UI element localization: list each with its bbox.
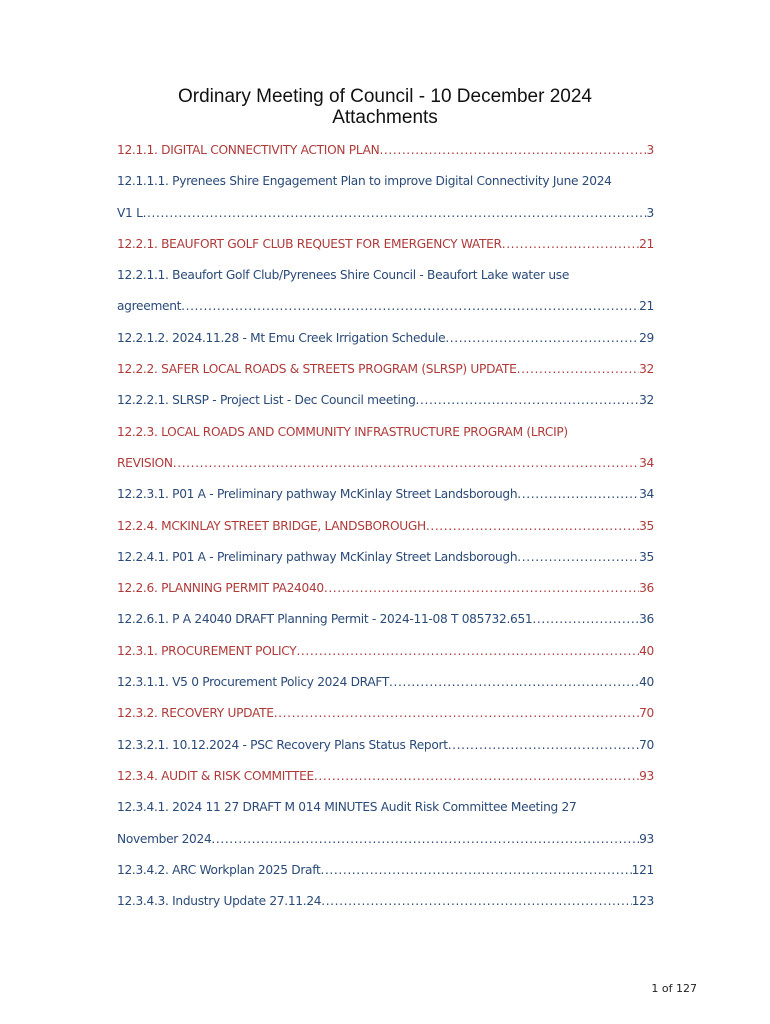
toc-entry-page: 32 xyxy=(639,362,654,377)
toc-entry-page: 93 xyxy=(639,831,654,846)
toc-entry-title: 12.3.4.3. Industry Update 27.11.24 xyxy=(117,894,322,909)
toc-leader-dots xyxy=(181,296,639,316)
toc-entry-title: 12.2.6.1. P A 24040 DRAFT Planning Permit - 2024-11-08 T 085732.651 xyxy=(117,612,533,627)
toc-entry-title: 12.2.4. MCKINLAY STREET BRIDGE, LANDSBOROUGH xyxy=(117,518,426,533)
toc-entry-title: 12.2.1.1. Beaufort Golf Club/Pyrenees Shire Council - Beaufort Lake water use xyxy=(117,268,570,283)
toc-entry-page: 70 xyxy=(639,737,654,752)
toc-entry-page: 70 xyxy=(639,706,654,721)
toc-entry-title: 12.2.2.1. SLRSP - Project List - Dec Council meeting xyxy=(117,393,416,408)
toc-entry-page: 123 xyxy=(631,894,654,909)
toc-leader-dots xyxy=(517,359,639,379)
toc-entry[interactable] xyxy=(117,672,654,703)
toc-entry[interactable] xyxy=(117,547,654,578)
toc-entry[interactable] xyxy=(117,829,654,860)
toc-leader-dots xyxy=(296,641,639,661)
toc-leader-dots xyxy=(416,390,640,410)
toc-entry[interactable] xyxy=(117,516,654,547)
toc-entry-page: 40 xyxy=(639,643,654,658)
toc-entry-page: 35 xyxy=(639,518,654,533)
toc-leader-dots xyxy=(379,140,646,160)
toc-leader-dots xyxy=(321,891,631,911)
toc-leader-dots xyxy=(211,829,639,849)
toc-entry[interactable] xyxy=(117,140,654,171)
toc-entry-page: 3 xyxy=(646,143,654,157)
title-line-2: Attachments xyxy=(332,107,438,128)
toc-entry-title: 12.2.2. SAFER LOCAL ROADS & STREETS PROGRAM (SLRSP) UPDATE xyxy=(117,362,517,377)
toc-entry-title: V1 L xyxy=(117,205,143,220)
toc-entry-page: 93 xyxy=(639,768,654,783)
toc-entry-title: November 2024 xyxy=(117,831,212,846)
toc-entry-title: 12.1.1.1. Pyrenees Shire Engagement Plan to improve Digital Connectivity June 2024 xyxy=(117,174,612,189)
toc-entry-title: 12.2.3.1. P01 A - Preliminary pathway McKinlay Street Landsborough xyxy=(117,487,518,502)
toc-entry[interactable] xyxy=(117,422,654,453)
toc-entry-title: 12.3.1.1. V5 0 Procurement Policy 2024 DRAFT xyxy=(117,675,390,690)
document-title xyxy=(0,86,770,128)
toc-entry-title: 12.2.3. LOCAL ROADS AND COMMUNITY INFRASTRUCTURE PROGRAM (LRCIP) xyxy=(117,424,568,439)
toc-entry-title: 12.3.1. PROCUREMENT POLICY xyxy=(117,643,297,658)
toc-entry-title: 12.2.1.2. 2024.11.28 - Mt Emu Creek Irrigation Schedule xyxy=(117,330,446,345)
toc-leader-dots xyxy=(445,328,639,348)
toc-leader-dots xyxy=(173,453,639,473)
toc-leader-dots xyxy=(426,516,639,536)
toc-entry[interactable] xyxy=(117,578,654,609)
toc-leader-dots xyxy=(314,766,639,786)
toc-entry-title: agreement xyxy=(117,299,182,314)
toc-entry-page: 3 xyxy=(646,205,654,220)
toc-entry[interactable] xyxy=(117,265,654,296)
toc-entry[interactable] xyxy=(117,797,654,828)
toc-leader-dots xyxy=(324,578,639,598)
toc-entry-title: 12.2.1. BEAUFORT GOLF CLUB REQUEST FOR EMERGENCY WATER xyxy=(117,236,502,251)
page-number: 1 of 127 xyxy=(651,982,697,995)
toc-entry-title: REVISION xyxy=(117,455,173,470)
toc-entry[interactable] xyxy=(117,860,654,891)
toc-entry[interactable] xyxy=(117,171,654,202)
toc-leader-dots xyxy=(532,609,639,629)
toc-entry[interactable] xyxy=(117,703,654,734)
toc-entry-page: 34 xyxy=(639,455,654,470)
toc-entry[interactable] xyxy=(117,484,654,515)
toc-entry[interactable] xyxy=(117,296,654,327)
toc-entry-title: 12.2.6. PLANNING PERMIT PA24040 xyxy=(117,581,324,596)
toc-entry-page: 32 xyxy=(639,393,654,408)
toc-entry-title: 12.2.4.1. P01 A - Preliminary pathway McKinlay Street Landsborough xyxy=(117,549,518,564)
toc-entry[interactable] xyxy=(117,328,654,359)
toc-entry-page: 36 xyxy=(639,581,654,596)
toc-entry-page: 121 xyxy=(631,862,654,877)
toc-entry-page: 34 xyxy=(639,487,654,502)
toc-entry[interactable] xyxy=(117,766,654,797)
toc-entry[interactable] xyxy=(117,453,654,484)
toc-entry-title: 12.3.2. RECOVERY UPDATE xyxy=(117,706,274,721)
toc-entry-title: 12.3.2.1. 10.12.2024 - PSC Recovery Plans Status Report xyxy=(117,737,448,752)
toc-entry[interactable] xyxy=(117,390,654,421)
toc-entry-page: 40 xyxy=(639,675,654,690)
toc-entry[interactable] xyxy=(117,234,654,265)
toc-entry[interactable] xyxy=(117,359,654,390)
toc-entry-title: 12.3.4.2. ARC Workplan 2025 Draft xyxy=(117,862,321,877)
toc-leader-dots xyxy=(389,672,639,692)
toc-entry[interactable] xyxy=(117,609,654,640)
toc-entry-title: 12.3.4.1. 2024 11 27 DRAFT M 014 MINUTES Audit Risk Committee Meeting 27 xyxy=(117,800,577,815)
toc-leader-dots xyxy=(320,860,631,880)
toc-entry[interactable] xyxy=(117,891,654,922)
toc-entry-title: 12.1.1. DIGITAL CONNECTIVITY ACTION PLAN xyxy=(117,143,380,157)
toc-leader-dots xyxy=(517,484,639,504)
title-line-1: Ordinary Meeting of Council - 10 December 2024 xyxy=(178,86,592,107)
toc-leader-dots xyxy=(502,234,639,254)
toc-entry-title: 12.3.4. AUDIT & RISK COMMITTEE xyxy=(117,768,314,783)
toc-leader-dots xyxy=(448,735,639,755)
toc-leader-dots xyxy=(517,547,639,567)
toc-leader-dots xyxy=(143,203,647,223)
toc-entry-page: 35 xyxy=(639,549,654,564)
toc-entry[interactable] xyxy=(117,203,654,234)
toc-entry-page: 21 xyxy=(639,236,654,251)
toc-entry-page: 21 xyxy=(639,299,654,314)
toc-entry[interactable] xyxy=(117,641,654,672)
toc-entry-page: 36 xyxy=(639,612,654,627)
toc-leader-dots xyxy=(274,703,639,723)
toc-entry[interactable] xyxy=(117,735,654,766)
table-of-contents xyxy=(117,140,654,922)
toc-entry-page: 29 xyxy=(639,330,654,345)
